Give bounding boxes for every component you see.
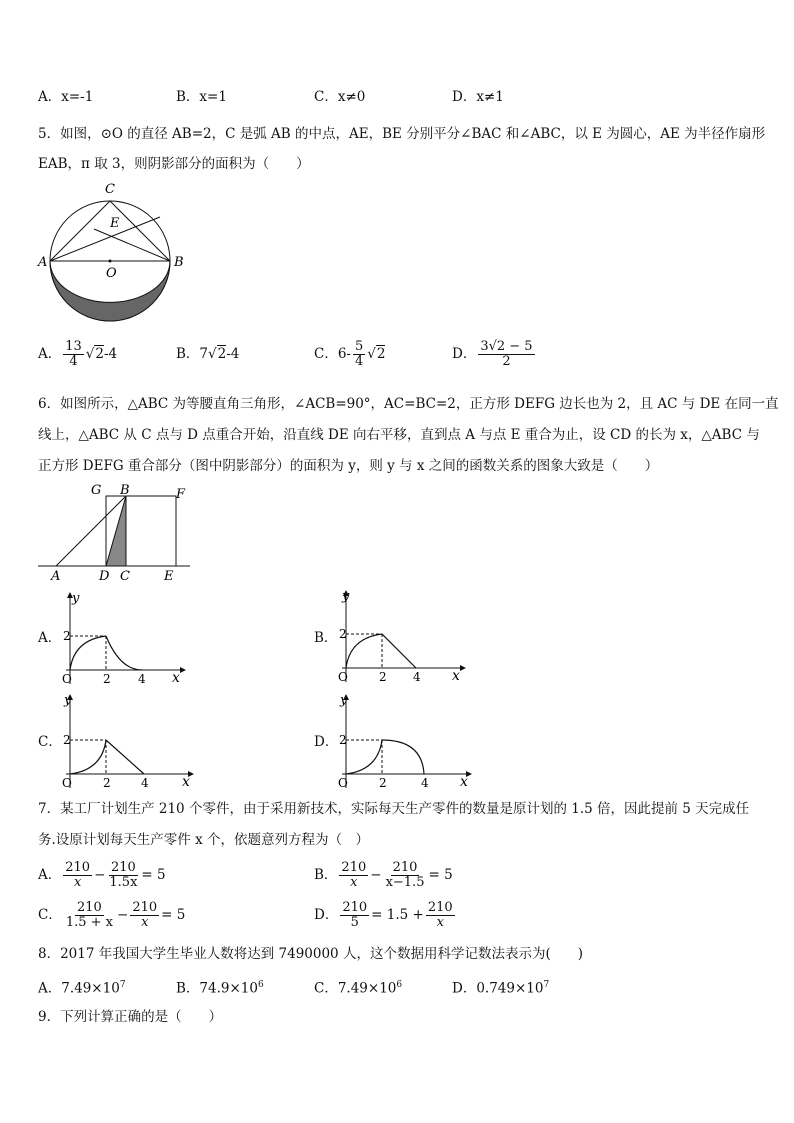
- tick-2-y: 2: [339, 627, 347, 641]
- q5-option-d: D． $\frac{3√2 - 5}{2}$: [452, 339, 533, 369]
- q7-option-d: D． $\frac{210}{5}$ = 1.5 + $\frac{210}{x}$: [314, 900, 453, 930]
- tick-2-x: 2: [103, 776, 111, 790]
- label-c: C: [105, 182, 115, 197]
- label-b: B: [174, 255, 184, 270]
- tick-2-y: 2: [63, 733, 71, 747]
- tick-4-x: 4: [141, 776, 149, 790]
- q5-option-b: B．7√2-4: [176, 346, 240, 362]
- label-o: O: [106, 266, 117, 281]
- line-2: [106, 740, 144, 774]
- q5-circle-figure: [36, 180, 188, 322]
- q8-option-d: D．$0.749\times 10^7$: [452, 980, 550, 997]
- q7-stem-line1: 7．某工厂计划生产 210 个零件，由于采用新技术，实际每天生产零件的数量是原计划的 1.5 倍，因此提前 5 天完成任: [38, 801, 750, 817]
- label-d: D: [99, 569, 110, 582]
- curve-2: [382, 740, 424, 774]
- q6-option-d-label: D．: [314, 734, 339, 750]
- label-b: B: [120, 483, 130, 498]
- q6-option-a-label: A．: [38, 630, 62, 646]
- curve-1: [70, 740, 106, 774]
- q7-option-a: A． $\frac{210}{x}$ − $\frac{210}{1.5x}$ = 5: [38, 860, 166, 890]
- q8-option-b: B．$74.9\times 10^6$: [176, 980, 264, 997]
- origin: O: [338, 776, 348, 790]
- q9-stem: 9．下列计算正确的是（ ）: [38, 1009, 223, 1025]
- label-f: F: [176, 487, 186, 502]
- y-label: y: [72, 591, 80, 606]
- line-2: [382, 634, 416, 668]
- label-a: A: [38, 255, 48, 270]
- q6-graph-a: [62, 590, 186, 686]
- q6-graph-d: [338, 690, 474, 790]
- tick-4-x: 4: [138, 672, 146, 686]
- tick-4-x: 4: [421, 776, 429, 790]
- q8-option-a: A．$7.49\times 10^7$: [38, 980, 126, 997]
- tick-2-x: 2: [103, 672, 111, 686]
- q5-option-c: C．6- $\frac{5}{4}$ √2: [314, 339, 386, 369]
- y-label: y: [64, 693, 72, 708]
- tick-2-y: 2: [63, 629, 71, 643]
- curve-1: [70, 636, 106, 670]
- q8-stem: 8．2017 年我国大学生毕业人数将达到 7490000 人，这个数据用科学记数法表示为( ): [38, 946, 583, 962]
- q7-option-b: B． $\frac{210}{x}$ − $\frac{210}{x-1.5}$ = 5: [314, 860, 453, 890]
- tick-2-y: 2: [339, 733, 347, 747]
- q5-option-a: A． $\frac{13}{4}$ √2-4: [38, 339, 118, 369]
- q7-option-c: C． $\frac{210}{1.5 + x}$ − $\frac{210}{x}$ = 5: [38, 900, 186, 930]
- q7-stem-line2: 务.设原计划每天生产零件 x 个，依题意列方程为（ ）: [38, 832, 369, 848]
- q4-option-d: D．x≠1: [452, 89, 504, 105]
- center-dot: [109, 260, 112, 263]
- tick-4-x: 4: [413, 670, 421, 684]
- curve-1: [346, 740, 382, 774]
- chord-bc: [110, 201, 170, 261]
- q6-stem-line2: 线上，△ABC 从 C 点与 D 点重合开始，沿直线 DE 向右平移，直到点 A 与点 E 重合为止，设 CD 的长为 x，△ABC 与: [38, 427, 760, 443]
- label-e: E: [164, 569, 174, 582]
- y-label: y: [342, 589, 350, 604]
- q6-graph-b: [338, 588, 466, 684]
- origin: O: [62, 672, 72, 686]
- x-arrow: [460, 665, 466, 671]
- origin: O: [338, 670, 348, 684]
- label-g: G: [91, 483, 102, 498]
- q6-translation-figure: [36, 482, 192, 582]
- x-label: x: [182, 774, 190, 790]
- x-label: x: [460, 774, 468, 790]
- x-label: x: [452, 668, 460, 684]
- q6-option-c-label: C．: [38, 734, 62, 750]
- q8-option-c: C．$7.49\times 10^6$: [314, 980, 403, 997]
- q5-stem-line2: EAB，π 取 3，则阴影部分的面积为（ ）: [38, 156, 310, 172]
- label-c: C: [120, 569, 130, 582]
- q4-option-a: A．x=-1: [38, 89, 94, 105]
- tick-2-x: 2: [379, 670, 387, 684]
- bisector-be: [94, 229, 170, 261]
- q5-stem-line1: 5．如图，⊙O 的直径 AB=2，C 是弧 AB 的中点，AE，BE 分别平分∠BAC 和∠ABC，以 E 为圆心，AE 为半径作扇形: [38, 126, 766, 142]
- q4-option-c: C．x≠0: [314, 89, 366, 105]
- q4-option-b: B．x=1: [176, 89, 227, 105]
- bisector-ae: [50, 217, 160, 261]
- label-e: E: [110, 216, 120, 231]
- origin: O: [62, 776, 72, 790]
- chord-ac: [50, 201, 110, 261]
- q6-graph-c: [62, 690, 196, 790]
- q6-stem-line3: 正方形 DEFG 重合部分（图中阴影部分）的面积为 y，则 y 与 x 之间的函数关系的图象大致是（ ）: [38, 458, 659, 474]
- q6-stem-line1: 6．如图所示，△ABC 为等腰直角三角形，∠ACB=90°，AC=BC=2，正方形 DEFG 边长也为 2，且 AC 与 DE 在同一直: [38, 396, 779, 412]
- q6-option-b-label: B．: [314, 630, 338, 646]
- y-label: y: [340, 693, 348, 708]
- x-arrow: [180, 667, 186, 673]
- curve-1: [346, 634, 382, 668]
- label-a: A: [51, 569, 61, 582]
- tick-2-x: 2: [379, 776, 387, 790]
- x-label: x: [172, 670, 180, 686]
- curve-2: [106, 636, 142, 670]
